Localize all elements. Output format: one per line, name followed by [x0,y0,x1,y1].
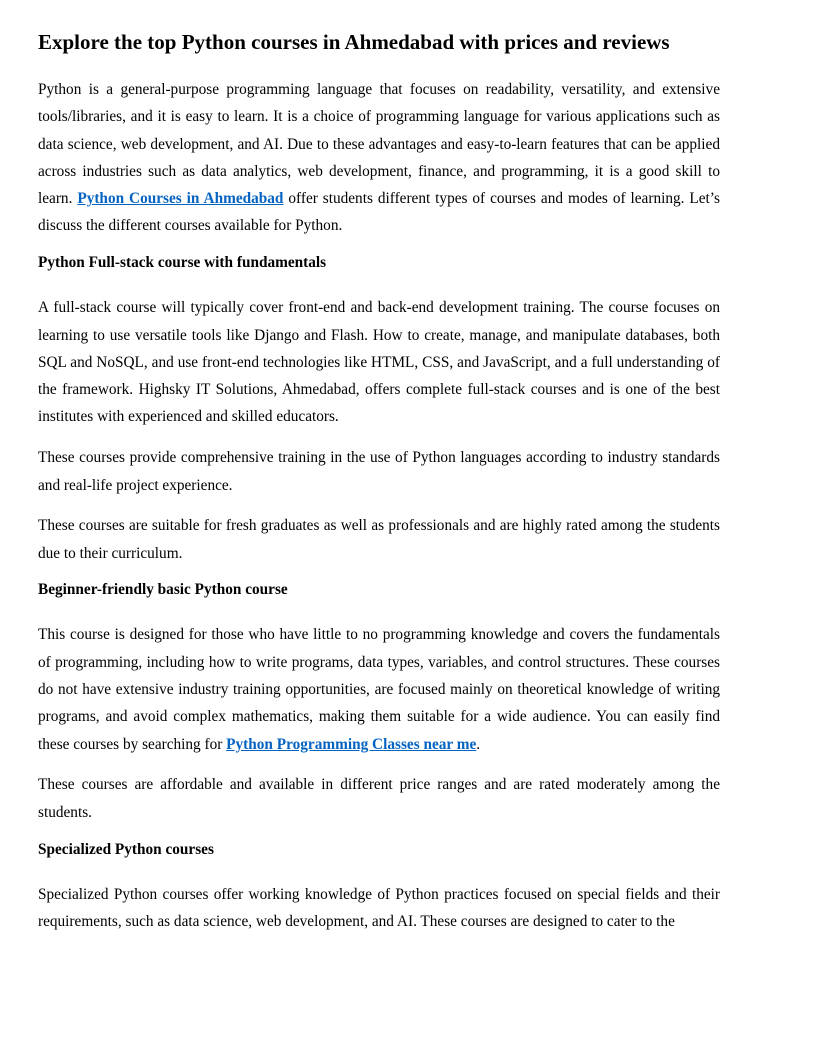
intro-text-after-link: offer students different types of courses and modes of learning. Let’s discuss the different courses available for Python. [38,190,720,235]
fullstack-paragraph-3: These courses are suitable for fresh graduates as well as professionals and are highly rated among the students due to their curriculum. [38,517,720,562]
fullstack-paragraph-2: These courses provide comprehensive training in the use of Python languages according to industry standards and real-life project experience. [38,449,720,494]
section-heading-specialized: Specialized Python courses [38,840,214,858]
page-title: Explore the top Python courses in Ahmedabad with prices and reviews [38,30,670,54]
beginner-text-after-link: . [476,735,481,753]
intro-text-before-link: Python is a general-purpose programming language that focuses on readability, versatility, and extensive tools/libraries, and it is easy to learn. It is a choice of programming language for various applications such as data science, web development, and AI. Due to these advantages and easy-to-learn features that can be applied across industries such as data analytics, web development, finance, and programming, it is a good skill to learn. [38,81,720,208]
section-heading-beginner: Beginner-friendly basic Python course [38,581,288,599]
beginner-paragraph-2: These courses are affordable and available in different price ranges and are rated moderately among the students. [38,776,720,821]
beginner-text-before-link: This course is designed for those who have little to no programming knowledge and covers the fundamentals of programming, including how to write programs, data types, variables, and control structures. These courses do not have extensive industry training opportunities, are focused mainly on theoretical knowledge of writing programs, and avoid complex mathematics, making them suitable for a wide audience. You can easily find these courses by searching for [38,626,720,753]
fullstack-paragraph-1: A full-stack course will typically cover front-end and back-end development training. The course focuses on learning to use versatile tools like Django and Flash. How to create, manage, and manipulate databases, both SQL and NoSQL, and use front-end technologies like HTML, CSS, and JavaScript, and a full understanding of the framework. Highsky IT Solutions, Ahmedabad, offers complete full-stack courses and is one of the best institutes with experienced and skilled educators. [38,299,720,426]
section-heading-fullstack: Python Full-stack course with fundamentals [38,254,327,272]
specialized-paragraph-1: Specialized Python courses offer working knowledge of Python practices focused on special fields and their requirements, such as data science, web development, and AI. These courses are designed to cater to the [38,885,720,930]
document-page [38,28,720,949]
intro-paragraph [38,76,720,240]
python-courses-ahmedabad-link[interactable]: Python Courses in Ahmedabad [77,190,284,208]
beginner-paragraph-1 [38,621,720,757]
python-programming-classes-link[interactable]: Python Programming Classes near me [226,735,477,753]
